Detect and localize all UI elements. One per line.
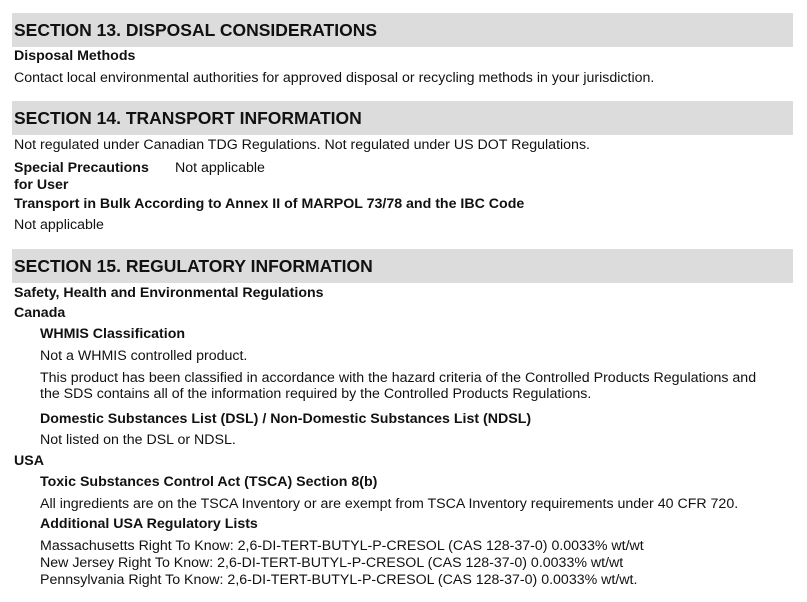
transport-bulk-label: Transport in Bulk According to Annex II of MARPOL 73/78 and the IBC Code [14, 196, 525, 212]
section-15-header [12, 249, 793, 283]
classification-text-line2: the SDS contains all of the information required by the Controlled Products Regulations. [40, 386, 592, 402]
additional-list-item-new-jersey: New Jersey Right To Know: 2,6-DI-TERT-BUTYL-P-CRESOL (CAS 128-37-0) 0.0033% wt/wt [40, 555, 624, 571]
she-regulations-label: Safety, Health and Environmental Regulations [14, 285, 324, 301]
section-13-header [12, 13, 793, 47]
dsl-value: Not listed on the DSL or NDSL. [40, 432, 236, 448]
canada-label: Canada [14, 305, 66, 321]
tsca-value: All ingredients are on the TSCA Inventory or are exempt from TSCA Inventory requirements under 40 CFR 720. [40, 496, 739, 512]
transport-bulk-value: Not applicable [14, 217, 104, 233]
disposal-methods-label: Disposal Methods [14, 48, 136, 64]
section-13-title: SECTION 13. DISPOSAL CONSIDERATIONS [14, 20, 378, 40]
disposal-methods-text: Contact local environmental authorities for approved disposal or recycling methods in your jurisdiction. [14, 70, 655, 86]
additional-lists-label: Additional USA Regulatory Lists [40, 516, 258, 532]
classification-text-line1: This product has been classified in accordance with the hazard criteria of the Controlled Products Regulations and [40, 370, 757, 386]
additional-list-item-massachusetts: Massachusetts Right To Know: 2,6-DI-TERT-BUTYL-P-CRESOL (CAS 128-37-0) 0.0033% wt/wt [40, 538, 644, 554]
section-14-header [12, 101, 793, 135]
whmis-label: WHMIS Classification [40, 326, 186, 342]
special-precautions-label-line1: Special Precautions [14, 160, 149, 176]
dsl-label: Domestic Substances List (DSL) / Non-Domestic Substances List (NDSL) [40, 411, 532, 427]
section-14-title: SECTION 14. TRANSPORT INFORMATION [14, 108, 362, 128]
special-precautions-value: Not applicable [175, 160, 265, 176]
whmis-value: Not a WHMIS controlled product. [40, 348, 248, 364]
special-precautions-label-line2: for User [14, 177, 69, 193]
usa-label: USA [14, 453, 44, 469]
transport-regulation-text: Not regulated under Canadian TDG Regulations. Not regulated under US DOT Regulations. [14, 137, 590, 153]
additional-list-item-pennsylvania: Pennsylvania Right To Know: 2,6-DI-TERT-BUTYL-P-CRESOL (CAS 128-37-0) 0.0033% wt/wt. [40, 572, 638, 588]
tsca-label: Toxic Substances Control Act (TSCA) Section 8(b) [40, 474, 378, 490]
section-15-title: SECTION 15. REGULATORY INFORMATION [14, 256, 373, 276]
